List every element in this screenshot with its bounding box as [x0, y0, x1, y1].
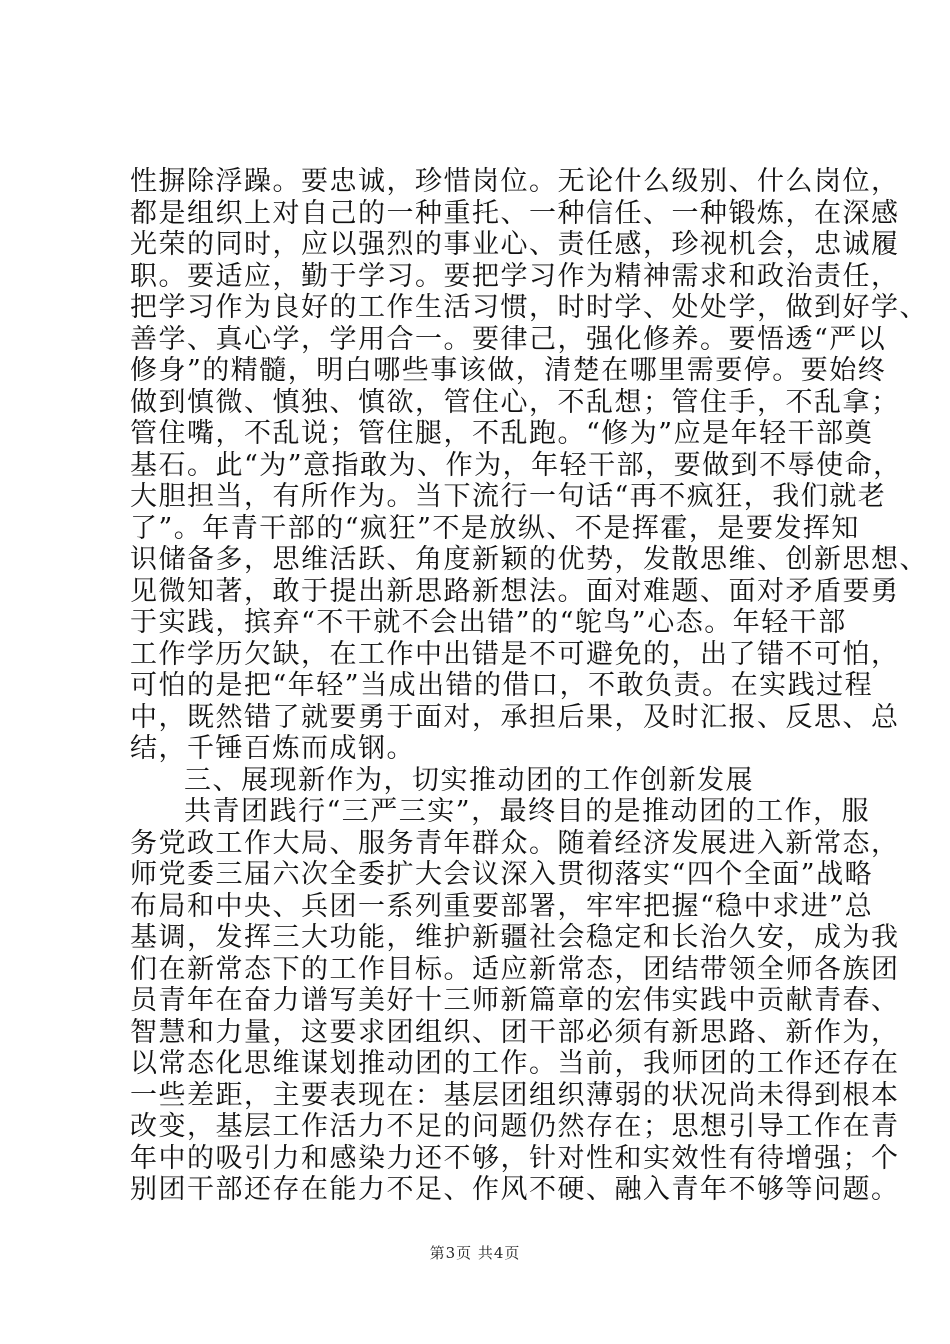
text-line: 识储备多，思维活跃、角度新颖的优势，发散思维、创新思想、 — [130, 544, 928, 575]
text-line: 善学、真心学，学用合一。要律己，强化修养。要悟透“严以 — [130, 323, 887, 355]
text-line: 大胆担当，有所作为。当下流行一句话“再不疯狂，我们就老 — [130, 481, 887, 512]
text-line: 可怕的是把“年轻”当成出错的借口，不敢负责。在实践过程 — [130, 670, 874, 701]
text-line: 师党委三届六次全委扩大会议深入贯彻落实“四个全面”战略 — [130, 859, 874, 890]
text-line: 别团干部还存在能力不足、作风不硬、融入青年不够等问题。 — [130, 1174, 900, 1205]
text-line: 光荣的同时，应以强烈的事业心、责任感，珍视机会，忠诚履 — [130, 229, 900, 260]
text-line: 工作学历欠缺，在工作中出错是不可避免的，出了错不可怕， — [130, 638, 900, 670]
text-line: 结，千锤百炼而成钢。 — [130, 733, 415, 764]
text-line: 布局和中央、兵团一系列重要部署，牢牢把握“稳中求进”总 — [130, 890, 874, 922]
text-line: 员青年在奋力谱写美好十三师新篇章的宏伟实践中贡献青春、 — [130, 985, 900, 1016]
text-line: 共青团践行“三严三实”，最终目的是推动团的工作，服 — [184, 796, 871, 827]
text-line: 了”。年青干部的“疯狂”不是放纵、不是挥霍，是要发挥知 — [130, 512, 860, 544]
text-line: 以常态化思维谋划推动团的工作。当前，我师团的工作还存在 — [130, 1048, 900, 1079]
text-line: 基石。此“为”意指敢为、作为，年轻干部，要做到不辱使命， — [130, 449, 902, 481]
text-line: 见微知著，敢于提出新思路新想法。面对难题、面对矛盾要勇 — [130, 575, 900, 607]
text-line: 都是组织上对自己的一种重托、一种信任、一种锻炼，在深感 — [130, 197, 900, 229]
text-line: 中，既然错了就要勇于面对，承担后果，及时汇报、反思、总 — [130, 701, 900, 733]
text-line: 做到慎微、慎独、慎欲，管住心，不乱想；管住手，不乱拿； — [130, 386, 900, 418]
text-line: 年中的吸引力和感染力还不够，针对性和实效性有待增强；个 — [130, 1142, 900, 1174]
body-text — [130, 166, 928, 1206]
text-line: 们在新常态下的工作目标。适应新常态，团结带领全师各族团 — [130, 953, 900, 985]
page-footer: 第3页 共4页 — [429, 1244, 521, 1262]
text-line: 智慧和力量，这要求团组织、团干部必须有新思路、新作为， — [130, 1016, 900, 1048]
text-line: 基调，发挥三大功能，维护新疆社会稳定和长治久安，成为我 — [130, 922, 900, 953]
text-line: 修身”的精髓，明白哪些事该做，清楚在哪里需要停。要始终 — [130, 355, 887, 386]
text-line: 改变，基层工作活力不足的问题仍然存在；思想引导工作在青 — [130, 1111, 900, 1142]
text-line: 性摒除浮躁。要忠诚，珍惜岗位。无论什么级别、什么岗位， — [130, 166, 900, 197]
text-line: 把学习作为良好的工作生活习惯，时时学、处处学，做到好学、 — [130, 292, 928, 323]
text-line: 职。要适应，勤于学习。要把学习作为精神需求和政治责任， — [130, 260, 900, 292]
text-line: 务党政工作大局、服务青年群众。随着经济发展进入新常态， — [130, 827, 900, 859]
text-line: 一些差距，主要表现在：基层团组织薄弱的状况尚未得到根本 — [130, 1079, 900, 1111]
section-heading: 三、展现新作为，切实推动团的工作创新发展 — [184, 764, 754, 796]
text-line: 管住嘴，不乱说；管住腿，不乱跑。“修为”应是年轻干部奠 — [130, 418, 874, 449]
text-line: 于实践，摈弃“不干就不会出错”的“鸵鸟”心态。年轻干部 — [130, 607, 847, 638]
